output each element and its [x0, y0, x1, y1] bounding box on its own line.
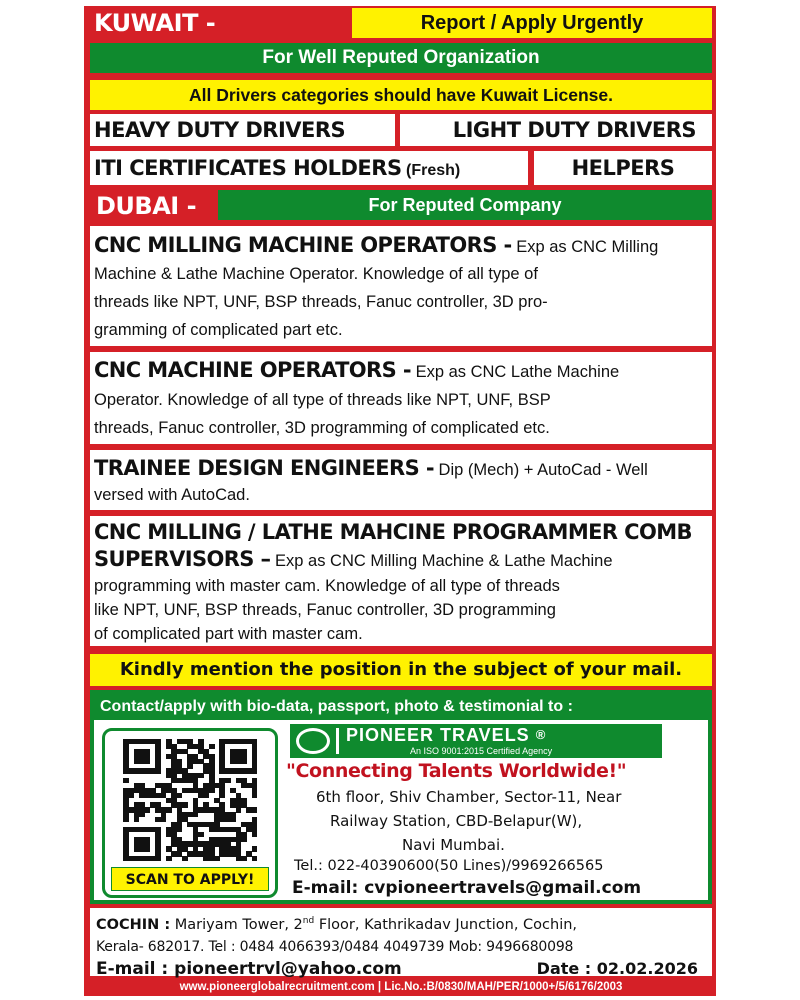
- cochin-email[interactable]: E-mail : pioneertrvl@yahoo.com: [96, 958, 402, 979]
- job-desc-line: Machine & Lathe Machine Operator. Knowledge of all type of: [94, 265, 538, 283]
- qr-module: [144, 759, 150, 764]
- address-line: Navi Mumbai.: [402, 836, 505, 854]
- qr-module: [128, 793, 134, 798]
- job-desc-first: Dip (Mech) + AutoCad - Well: [438, 461, 648, 479]
- company-logo: [290, 724, 662, 758]
- qr-module: [219, 793, 225, 798]
- dubai-label: DUBAI -: [96, 192, 197, 220]
- position-heavy-label: HEAVY DUTY DRIVERS: [94, 118, 346, 142]
- qr-module: [252, 807, 258, 812]
- kuwait-label: KUWAIT -: [94, 9, 216, 37]
- qr-module: [241, 759, 247, 764]
- job-desc-line: like NPT, UNF, BSP threads, Fanuc controller, 3D programming: [94, 601, 556, 619]
- license-note: All Drivers categories should have Kuwait License.: [90, 80, 712, 110]
- footer-link[interactable]: www.pioneerglobalrecruitment.com | Lic.No.:B/0830/MAH/PER/1000+/5/6176/2003: [179, 981, 623, 993]
- position-helpers: [534, 151, 712, 185]
- qr-module: [187, 763, 193, 768]
- position-heavy-duty: [90, 114, 395, 146]
- qr-module: [134, 817, 140, 822]
- job-desc-line: Operator. Knowledge of all type of threads like NPT, UNF, BSP: [94, 391, 551, 409]
- cochin-line3: [96, 958, 706, 980]
- job-desc-line: threads like NPT, UNF, BSP threads, Fanuc controller, 3D pro-: [94, 293, 548, 311]
- qr-code[interactable]: [123, 739, 257, 861]
- job-card: [90, 352, 712, 444]
- job-title: SUPERVISORS –: [94, 547, 271, 571]
- job-desc-line: threads, Fanuc controller, 3D programming of complicated etc.: [94, 419, 550, 437]
- well-reputed-bar: For Well Reputed Organization: [90, 43, 712, 73]
- scan-label: SCAN TO APPLY!: [111, 867, 269, 891]
- qr-module: [198, 832, 204, 837]
- qr-module: [193, 812, 199, 817]
- qr-module: [209, 744, 215, 749]
- position-iti-note: (Fresh): [406, 162, 461, 179]
- logo-divider: [336, 728, 339, 754]
- logo-mark-icon: [296, 728, 330, 754]
- address-line: 6th floor, Shiv Chamber, Sector-11, Near: [316, 788, 622, 806]
- qr-module: [123, 778, 129, 783]
- qr-module: [236, 807, 242, 812]
- qr-module: [252, 846, 258, 851]
- qr-module: [144, 846, 150, 851]
- contact-email[interactable]: E-mail: cvpioneertravels@gmail.com: [292, 878, 642, 898]
- telephone[interactable]: Tel.: 022-40390600(50 Lines)/9969266565: [294, 858, 604, 874]
- job-title: CNC MACHINE OPERATORS -: [94, 358, 411, 382]
- job-card: [90, 516, 712, 646]
- qr-module: [252, 832, 258, 837]
- mention-note: Kindly mention the position in the subject of your mail.: [90, 654, 712, 686]
- job-desc-first: Exp as CNC Lathe Machine: [415, 363, 620, 381]
- qr-panel: [102, 728, 278, 898]
- qr-module: [252, 768, 258, 773]
- position-light-label: LIGHT DUTY DRIVERS: [452, 118, 696, 142]
- qr-module: [225, 778, 231, 783]
- cochin-line1: COCHIN : Mariyam Tower, 2nd Floor, Kathrikadav Junction, Cochin,: [96, 916, 578, 933]
- company-name: PIONEER TRAVELS ®: [346, 725, 547, 745]
- qr-module: [252, 856, 258, 861]
- qr-module: [203, 793, 209, 798]
- qr-module: [144, 807, 150, 812]
- position-iti-label: ITI CERTIFICATES HOLDERS: [94, 156, 402, 180]
- job-desc-line: of complicated part with master cam.: [94, 625, 363, 643]
- job-card: [90, 226, 712, 346]
- reputed-company-bar: For Reputed Company: [218, 190, 712, 220]
- qr-module: [166, 856, 172, 861]
- qr-module: [214, 856, 220, 861]
- job-title: TRAINEE DESIGN ENGINEERS -: [94, 456, 434, 480]
- job-card: [90, 450, 712, 510]
- contact-block: [90, 690, 712, 904]
- job-desc-line: versed with AutoCad.: [94, 486, 250, 504]
- address-line: Railway Station, CBD-Belapur(W),: [330, 812, 583, 830]
- qr-module: [241, 837, 247, 842]
- qr-module: [123, 817, 129, 822]
- date: Date : 02.02.2026: [536, 958, 698, 978]
- position-light-duty: [400, 114, 712, 146]
- qr-module: [230, 817, 236, 822]
- qr-module: [139, 812, 145, 817]
- contact-header: Contact/apply with bio-data, passport, photo & testimonial to :: [94, 694, 708, 720]
- position-helpers-label: HELPERS: [571, 156, 675, 180]
- qr-module: [182, 856, 188, 861]
- job-desc-line: gramming of complicated part etc.: [94, 321, 343, 339]
- qr-module: [177, 793, 183, 798]
- qr-module: [177, 827, 183, 832]
- job-title-line1: CNC MILLING / LATHE MAHCINE PROGRAMMER COMB: [94, 520, 692, 544]
- qr-module: [166, 807, 172, 812]
- qr-module: [155, 856, 161, 861]
- job-title: CNC MILLING MACHINE OPERATORS -: [94, 233, 512, 257]
- cochin-block: [90, 908, 712, 979]
- qr-module: [241, 856, 247, 861]
- qr-module: [209, 788, 215, 793]
- iso-text: An ISO 9001:2015 Certified Agency: [410, 746, 553, 756]
- job-desc-first: Exp as CNC Milling Machine & Lathe Machine: [275, 552, 613, 570]
- qr-module: [198, 773, 204, 778]
- urgent-text: Report / Apply Urgently: [420, 12, 644, 34]
- qr-module: [161, 817, 167, 822]
- qr-module: [182, 802, 188, 807]
- tagline: "Connecting Talents Worldwide!": [286, 760, 627, 782]
- qr-module: [252, 793, 258, 798]
- qr-module: [155, 768, 161, 773]
- job-desc-line: programming with master cam. Knowledge of all type of threads: [94, 577, 560, 595]
- poster-frame: [84, 6, 716, 996]
- position-iti: [90, 151, 528, 185]
- cochin-label: COCHIN :: [96, 916, 171, 933]
- cochin-line2: Kerala- 682017. Tel : 0484 4066393/0484 4049739 Mob: 9496680098: [96, 938, 574, 955]
- urgent-banner: [352, 8, 712, 38]
- job-desc-first: Exp as CNC Milling: [516, 238, 659, 256]
